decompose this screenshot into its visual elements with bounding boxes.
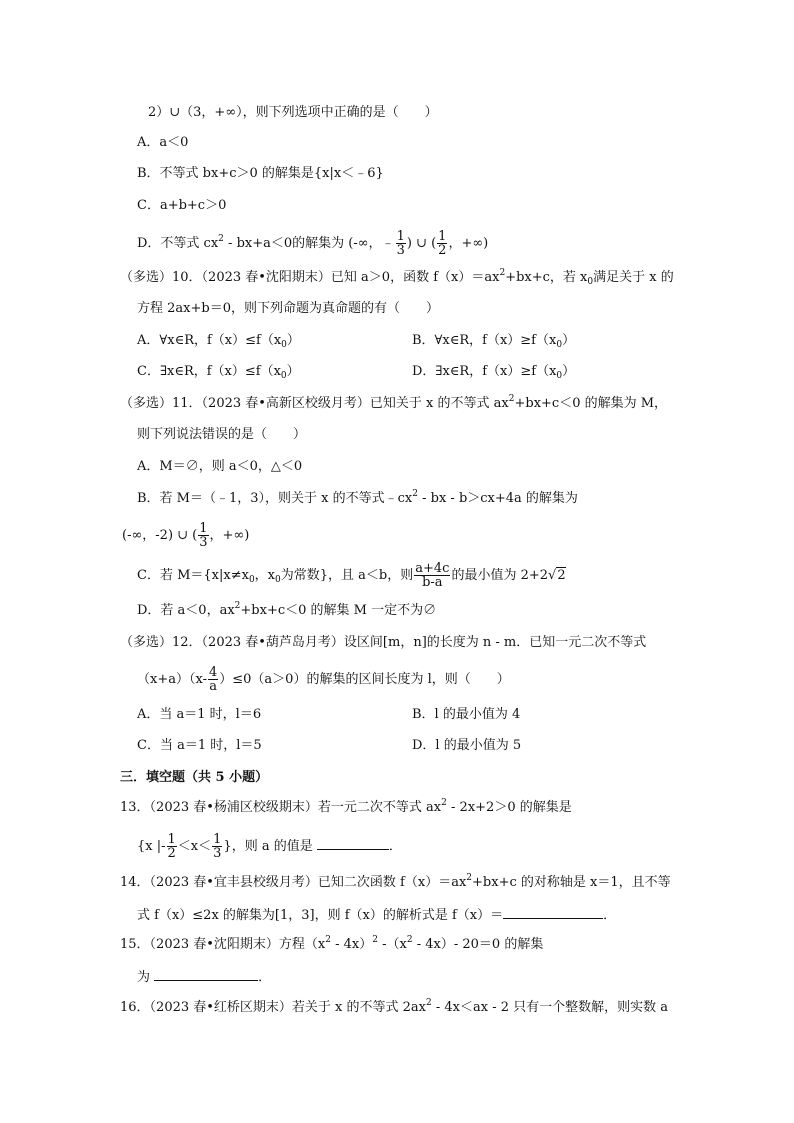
q10-option-c: C．∃x∈R，$f(x)\le f(x_0)$ xyxy=(137,364,300,381)
q14-stem-line1: 14．（2023 春•宜丰县校级月考）已知二次函数 $f(x)=ax^2+bx+c$ 的对称轴是 x＝1，且不等 xyxy=(120,873,671,890)
q13-stem-line1: 13．（2023 春•杨浦区校级期末）若一元二次不等式 $ax^2 - 2x+2>0$ 的解集是 xyxy=(120,798,572,815)
q10-option-a: A．∀x∈R，$f(x)\le f(x_0)$ xyxy=(137,333,300,350)
q11-stem-line2: 则下列说法错误的是（ ） xyxy=(137,427,307,442)
fraction: $\frac{4}{a}$ xyxy=(208,665,218,694)
q10-stem-line1: （多选）10．（2023 春•沈阳期末）已知 a＞0，函数 $f(x)=ax^2+bx+c$，若 $x_0$满足关于 x 的 xyxy=(120,268,674,287)
q9-intro: 2）∪（3，+∞），则下列选项中正确的是（ ） xyxy=(148,105,438,120)
q15-stem-line1: 15．（2023 春•沈阳期末）方程$(x^2 - 4x)^2$ $-(x^2 - 4x)-$ 20＝0 的解集 xyxy=(120,935,544,952)
q10-option-d: D．∃x∈R，$f(x)\ge f(x_0)$ xyxy=(412,364,576,381)
answer-blank[interactable] xyxy=(503,904,603,919)
fraction: $\frac{1}{2}$ xyxy=(167,832,176,861)
q12-option-a: A．当 a＝1 时，l＝6 xyxy=(137,707,262,722)
q10-option-b: B．∀x∈R，$f(x)\ge f(x_0)$ xyxy=(412,333,576,350)
answer-blank[interactable] xyxy=(317,835,389,850)
q11-stem-line1: （多选）11．（2023 春•高新区校级月考）已知关于 x 的不等式 $ax^2+bx+c<0$ 的解集为 M， xyxy=(120,394,668,411)
q16-stem-line1: 16．（2023 春•红桥区期末）若关于 x 的不等式 $2ax^2 - 4x<ax - 2$ 只有一个整数解，则实数 a xyxy=(120,998,669,1015)
q12-option-b: B．l 的最小值为 4 xyxy=(412,707,521,722)
answer-blank[interactable] xyxy=(154,966,258,981)
section-heading: 三．填空题（共 5 小题） xyxy=(120,770,269,785)
q11-option-d: D．若 a＜0，$ax^2+bx+c<0$ 的解集 M 一定不为∅ xyxy=(137,601,437,618)
q9-option-d: D．不等式 $cx^2 - bx+a<0$的解集为 (-∞，﹣ $\frac{1}{3}$ ) ∪ ( $\frac{1}{2}$ ，+∞) xyxy=(137,229,489,258)
fraction: $\frac{1}{3}$ xyxy=(213,832,222,861)
q9-option-b: B．不等式 bx+c＞0 的解集是{x|x＜﹣6} xyxy=(137,166,384,181)
q11-option-c: C．若 $M=\{x|x\ne x_0$，$x_0$为常数}，且 a＜b，则 $\frac{a+4c}{b-a}$ 的最小值为 2+2√2 xyxy=(137,561,566,590)
sqrt-symbol: √ xyxy=(548,568,557,583)
q11-option-b-continued: (-∞，-2) ∪ ( $\frac{1}{3}$ ，+∞) xyxy=(122,521,250,550)
q12-option-d: D．l 的最小值为 5 xyxy=(412,738,522,753)
q9-option-c: C．a+b+c＞0 xyxy=(137,198,227,213)
q14-stem-line2: 式 f（x）≤2x 的解集为[1，3]，则 f（x）的解析式是 f（x）＝ ． xyxy=(137,904,616,926)
fraction: $\frac{1}{3}$ xyxy=(396,229,405,258)
q12-stem-line2: （x+a）（x- $\frac{4}{a}$ ）≤0（a＞0）的解集的区间长度为 l，则（ ） xyxy=(137,665,510,694)
q15-stem-line2: 为 ． xyxy=(137,966,271,988)
q12-stem-line1: （多选）12．（2023 春•葫芦岛月考）设区间[m，n]的长度为 n - m．已知一元二次不等式 xyxy=(120,635,647,650)
fraction: $\frac{1}{2}$ xyxy=(438,229,447,258)
q11-option-a: A．M＝∅，则 a＜0，△＜0 xyxy=(137,459,303,474)
q11-option-b: B．若 M＝（﹣1，3），则关于 x 的不等式$﹣cx^2$ - bx - b＞cx+4a 的解集为 xyxy=(137,489,578,506)
q12-option-c: C．当 a＝1 时，l＝5 xyxy=(137,738,262,753)
q13-stem-line2: {x |- $\frac{1}{2}$ ＜x＜ $\frac{1}{3}$ }，则 a 的值是 ． xyxy=(137,832,402,861)
fraction: $\frac{1}{3}$ xyxy=(199,521,208,550)
fraction: $\frac{a+4c}{b-a}$ xyxy=(415,561,450,590)
q9-option-a: A．a＜0 xyxy=(137,135,189,150)
q10-stem-line2: 方程 2ax+b＝0，则下列命题为真命题的有（ ） xyxy=(137,301,439,316)
